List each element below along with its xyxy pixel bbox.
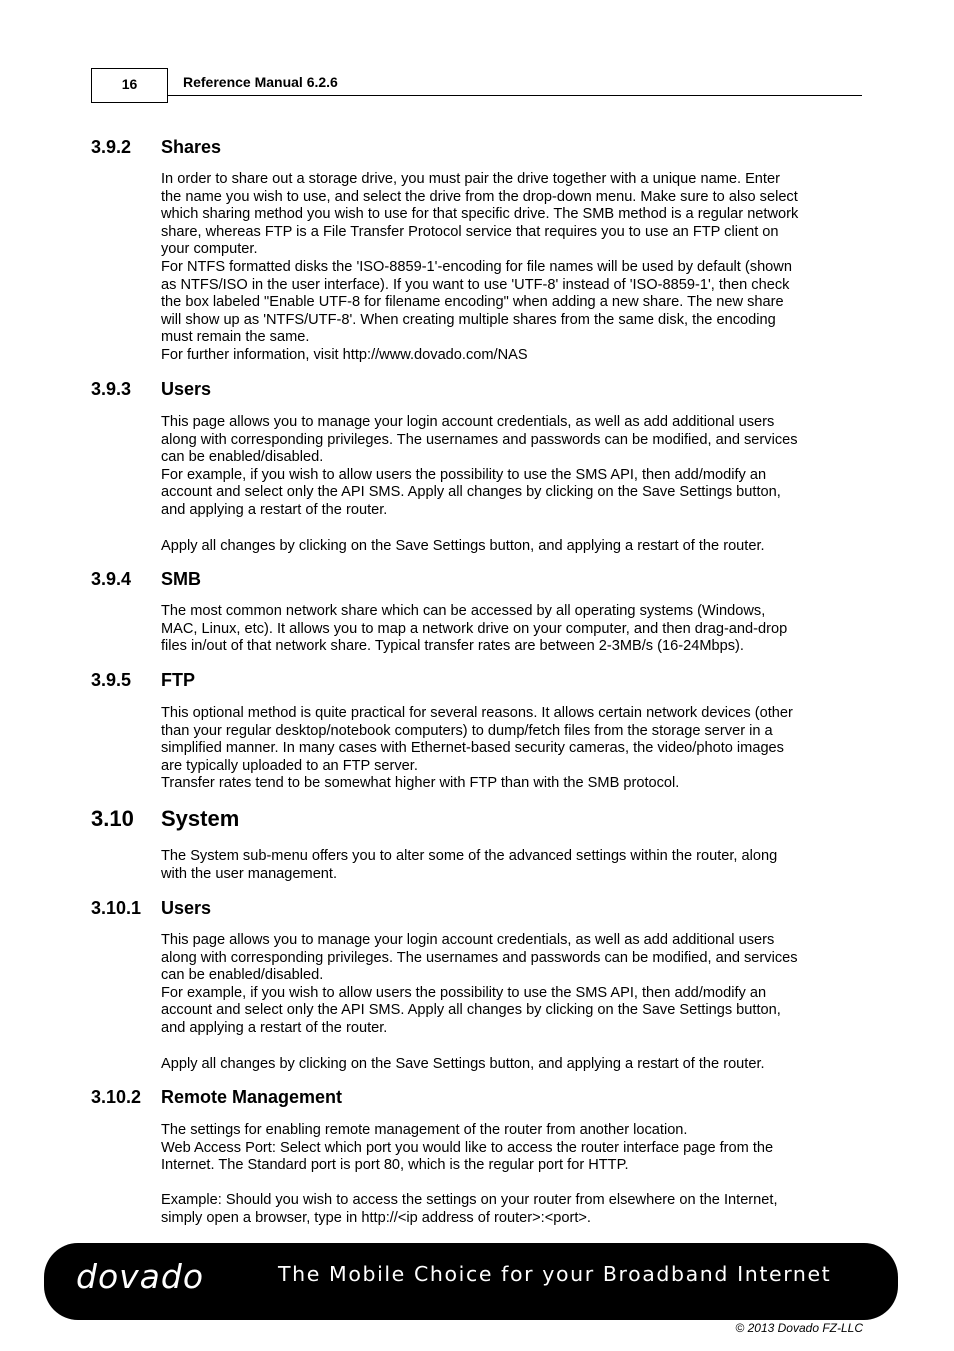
section-heading-remote-management (91, 1087, 342, 1108)
text-line: For example, if you wish to allow users the possibility to use the SMS API, then add/modify an (161, 466, 767, 483)
text-line: files in/out of that network share. Typical transfer rates are between 2-3MB/s (16-24Mbps). (161, 638, 744, 655)
section-title: SMB (161, 569, 201, 589)
text-line: This page allows you to manage your login account credentials, as well as add additional users (161, 932, 775, 948)
text-line: as NTFS/ISO in the user interface). If you want to use 'UTF-8' instead of 'ISO-8859-1', then check (161, 276, 790, 293)
section-title: Shares (161, 137, 222, 157)
section-example-remote-management (161, 1192, 863, 1227)
dovado-logo (76, 1258, 236, 1298)
text-line: with the user management. (161, 865, 338, 882)
section-title: FTP (161, 670, 195, 690)
text-line: The most common network share which can be accessed by all operating systems (Windows, (161, 603, 766, 619)
logo-text: dovado (76, 1258, 205, 1296)
section-number: 3.9.3 (91, 379, 132, 399)
manual-title: Reference Manual 6.2.6 (183, 74, 338, 90)
text-line: account and select only the API SMS. Apply all changes by clicking on the Save Settings button, (161, 1002, 781, 1019)
text-line: The settings for enabling remote management of the router from another location. (161, 1122, 688, 1138)
section-number: 3.9.2 (91, 137, 132, 157)
text-line: simplified manner. In many cases with Ethernet-based security cameras, the video/photo images (161, 740, 784, 757)
section-number: 3.10 (91, 806, 134, 831)
section-note-system-users (161, 1056, 863, 1074)
text-line: which sharing method you wish to use for that specific drive. The SMB method is a regular network (161, 206, 799, 223)
section-heading-ftp (91, 670, 195, 691)
section-title: Remote Management (161, 1087, 343, 1107)
section-body-smb (161, 603, 863, 656)
section-body-shares (161, 171, 863, 365)
text-line: This optional method is quite practical for several reasons. It allows certain network devices (other (161, 705, 793, 721)
text-line: Example: Should you wish to access the settings on your router from elsewhere on the Internet, (161, 1192, 778, 1208)
text-line: are typically uploaded to an FTP server. (161, 757, 418, 774)
section-note-users (161, 538, 863, 556)
text-line: will show up as 'NTFS/UTF-8'. When creating multiple shares from the same disk, the encoding (161, 311, 776, 328)
text-line: simply open a browser, type in http://<ip address of router>:<port>. (161, 1209, 591, 1226)
text-line: must remain the same. (161, 329, 310, 346)
section-body-system-users (161, 932, 863, 1038)
section-title: Users (161, 379, 212, 399)
section-heading-shares (91, 137, 221, 158)
section-body-remote-management (161, 1122, 863, 1175)
section-heading-smb (91, 569, 201, 590)
section-title: Users (161, 898, 212, 918)
text-line: In order to share out a storage drive, you must pair the drive together with a unique name. Enter (161, 171, 780, 187)
header-rule (168, 95, 862, 96)
text-line: can be enabled/disabled. (161, 967, 324, 984)
text-line: Apply all changes by clicking on the Save Settings button, and applying a restart of the router. (161, 1056, 765, 1072)
text-line: The System sub-menu offers you to alter some of the advanced settings within the router, along (161, 848, 778, 864)
text-line: For further information, visit http://www.dovado.com/NAS (161, 346, 528, 363)
copyright-notice: © 2013 Dovado FZ-LLC (735, 1321, 863, 1335)
text-line: Transfer rates tend to be somewhat higher with FTP than with the SMB protocol. (161, 775, 680, 792)
section-body-system (161, 848, 863, 883)
text-line: and applying a restart of the router. (161, 1019, 388, 1036)
section-body-ftp (161, 705, 863, 793)
text-line: and applying a restart of the router. (161, 501, 388, 518)
section-title: System (161, 806, 240, 831)
text-line: along with corresponding privileges. The usernames and passwords can be modified, and services (161, 949, 798, 966)
text-line: For NTFS formatted disks the 'ISO-8859-1'-encoding for file names will be used by default (shown (161, 258, 792, 275)
text-line: the name you wish to use, and select the drive from the drop-down menu. Make sure to also select (161, 188, 798, 205)
text-line: share, whereas FTP is a File Transfer Protocol service that requires you to use an FTP client on (161, 223, 779, 240)
text-line: Web Access Port: Select which port you would like to access the router interface page from the (161, 1139, 774, 1156)
page-number: 16 (91, 68, 168, 103)
footer-slogan: The Mobile Choice for your Broadband Internet (278, 1262, 832, 1286)
text-line: along with corresponding privileges. The usernames and passwords can be modified, and services (161, 431, 798, 448)
section-heading-users (91, 379, 211, 400)
section-number: 3.10.2 (91, 1087, 142, 1107)
section-heading-system (91, 806, 239, 832)
text-line: For example, if you wish to allow users the possibility to use the SMS API, then add/modify an (161, 984, 767, 1001)
text-line: Apply all changes by clicking on the Save Settings button, and applying a restart of the router. (161, 538, 765, 554)
text-line: than your regular desktop/notebook computers) to dump/fetch files from the storage server in a (161, 722, 773, 739)
section-number: 3.9.5 (91, 670, 132, 690)
text-line: the box labeled "Enable UTF-8 for filename encoding" when adding a new share. The new share (161, 294, 784, 311)
section-body-users (161, 414, 863, 520)
text-line: Internet. The Standard port is port 80, which is the regular port for HTTP. (161, 1157, 629, 1174)
text-line: account and select only the API SMS. Apply all changes by clicking on the Save Settings button, (161, 484, 781, 501)
section-heading-system-users (91, 898, 211, 919)
text-line: This page allows you to manage your login account credentials, as well as add additional users (161, 414, 775, 430)
text-line: can be enabled/disabled. (161, 449, 324, 466)
section-number: 3.10.1 (91, 898, 142, 918)
section-number: 3.9.4 (91, 569, 132, 589)
text-line: your computer. (161, 241, 258, 258)
text-line: MAC, Linux, etc). It allows you to map a network drive on your computer, and then drag-and-drop (161, 620, 788, 637)
